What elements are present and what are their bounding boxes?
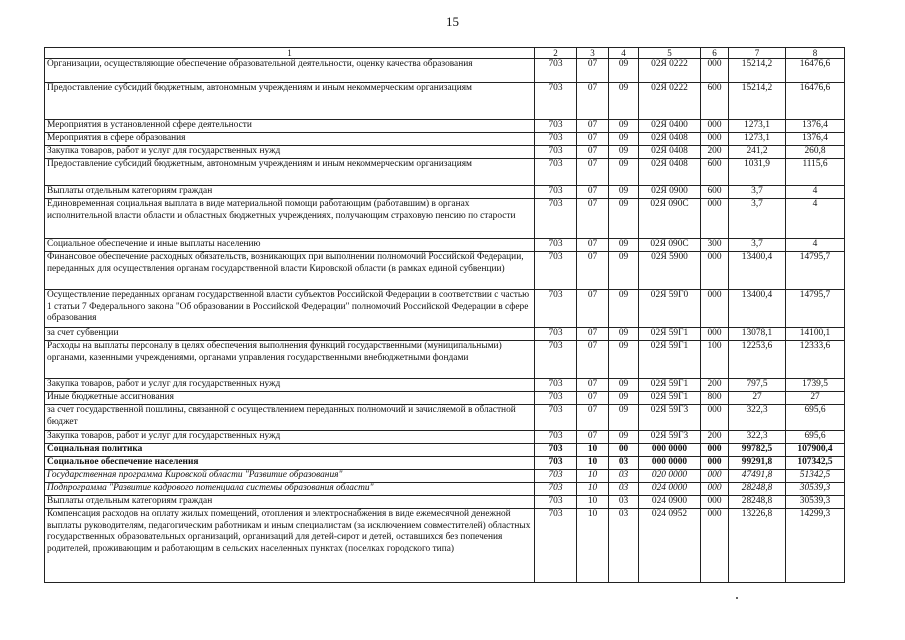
target-article-cell: 02Я 0400 [639,120,701,133]
target-article-cell: 000 0000 [639,457,701,470]
chapter-cell: 703 [535,392,577,405]
sum-2016-cell: 13400,4 [729,252,786,290]
header-cell: 7 [729,48,786,59]
chapter-cell: 703 [535,405,577,431]
expense-type-cell: 000 [701,470,729,483]
table-row [45,405,845,431]
table-row [45,457,845,470]
sum-2017-cell: 1376,4 [786,120,845,133]
expense-type-cell: 000 [701,252,729,290]
chapter-cell: 703 [535,341,577,379]
chapter-cell: 703 [535,159,577,186]
sum-2016-cell: 3,7 [729,186,786,199]
subsection-cell: 03 [609,483,639,496]
chapter-cell: 703 [535,83,577,120]
table-row [45,83,845,120]
subsection-cell: 09 [609,431,639,444]
subsection-cell: 09 [609,199,639,239]
table-body [45,59,845,583]
expense-type-cell: 000 [701,328,729,341]
chapter-cell: 703 [535,509,577,583]
expense-type-cell: 100 [701,341,729,379]
subsection-cell: 09 [609,120,639,133]
table-row [45,159,845,186]
table-row [45,146,845,159]
header-cell: 3 [577,48,609,59]
sum-2016-cell: 797,5 [729,379,786,392]
row-name-cell: Единовременная социальная выплата в виде материальной помощи работающим (работавшим) в органах исполнительной власти области и областных бюджетных учреждениях, получающим страховую пенсию по старости [45,199,535,239]
sum-2016-cell: 1273,1 [729,133,786,146]
expense-type-cell: 000 [701,290,729,328]
sum-2017-cell: 14795,7 [786,252,845,290]
table-row [45,59,845,83]
target-article-cell: 02Я 59Г1 [639,341,701,379]
budget-table [44,47,845,583]
section-cell: 07 [577,133,609,146]
sum-2016-cell: 15214,2 [729,83,786,120]
sum-2016-cell: 15214,2 [729,59,786,83]
subsection-cell: 09 [609,341,639,379]
sum-2017-cell: 14795,7 [786,290,845,328]
chapter-cell: 703 [535,328,577,341]
expense-type-cell: 000 [701,120,729,133]
sum-2016-cell: 1273,1 [729,120,786,133]
subsection-cell: 03 [609,496,639,509]
sum-2017-cell: 4 [786,239,845,252]
expense-type-cell: 300 [701,239,729,252]
subsection-cell: 09 [609,405,639,431]
section-cell: 07 [577,328,609,341]
sum-2016-cell: 322,3 [729,431,786,444]
subsection-cell: 09 [609,146,639,159]
target-article-cell: 02Я 59Г1 [639,392,701,405]
sum-2017-cell: 1115,6 [786,159,845,186]
row-name-cell: Предоставление субсидий бюджетным, автономным учреждениям и иным некоммерческим организациям [45,83,535,120]
section-cell: 07 [577,431,609,444]
section-cell: 10 [577,457,609,470]
subsection-cell: 09 [609,252,639,290]
row-name-cell: Предоставление субсидий бюджетным, автономным учреждениям и иным некоммерческим организациям [45,159,535,186]
table-row [45,199,845,239]
sum-2017-cell: 695,6 [786,431,845,444]
table-row [45,431,845,444]
target-article-cell: 02Я 59Г3 [639,431,701,444]
sum-2016-cell: 3,7 [729,239,786,252]
section-cell: 07 [577,59,609,83]
sum-2017-cell: 27 [786,392,845,405]
expense-type-cell: 600 [701,159,729,186]
row-name-cell: Компенсация расходов на оплату жилых помещений, отопления и электроснабжения в виде ежемесячной денежной выплаты руководителям, педагогическим работникам и иным специалистам (за исключением совместителей) областных государственных образовательных организаций, организаций для детей-сирот и детей, оставшихся без попечения родителей, проживающим и работающим в сельских населенных пунктах (поселках городского типа) [45,509,535,583]
chapter-cell: 703 [535,59,577,83]
target-article-cell: 02Я 0222 [639,59,701,83]
target-article-cell: 02Я 5900 [639,252,701,290]
row-name-cell: Финансовое обеспечение расходных обязательств, возникающих при выполнении полномочий Российской Федерации, переданных для осуществления органам государственной власти Кировской области (в рамках единой субвенции) [45,252,535,290]
section-cell: 10 [577,509,609,583]
row-name-cell: Мероприятия в сфере образования [45,133,535,146]
row-name-cell: Социальная политика [45,444,535,457]
row-name-cell: Государственная программа Кировской области "Развитие образования" [45,470,535,483]
subsection-cell: 09 [609,328,639,341]
table-row [45,509,845,583]
chapter-cell: 703 [535,239,577,252]
header-cell: 4 [609,48,639,59]
row-name-cell: Мероприятия в установленной сфере деятельности [45,120,535,133]
expense-type-cell: 000 [701,496,729,509]
sum-2017-cell: 107900,4 [786,444,845,457]
target-article-cell: 02Я 0408 [639,159,701,186]
section-cell: 07 [577,83,609,120]
subsection-cell: 03 [609,470,639,483]
expense-type-cell: 200 [701,431,729,444]
row-name-cell: Организации, осуществляющие обеспечение образовательной деятельности, оценку качества образования [45,59,535,83]
section-cell: 07 [577,159,609,186]
subsection-cell: 09 [609,290,639,328]
sum-2017-cell: 14100,1 [786,328,845,341]
chapter-cell: 703 [535,146,577,159]
expense-type-cell: 000 [701,444,729,457]
table-row [45,290,845,328]
row-name-cell: за счет государственной пошлины, связанной с осуществлением переданных полномочий и зачисляемой в областной бюджет [45,405,535,431]
chapter-cell: 703 [535,290,577,328]
sum-2016-cell: 241,2 [729,146,786,159]
subsection-cell: 09 [609,392,639,405]
chapter-cell: 703 [535,133,577,146]
section-cell: 07 [577,290,609,328]
sum-2017-cell: 16476,6 [786,59,845,83]
expense-type-cell: 000 [701,457,729,470]
target-article-cell: 024 0000 [639,483,701,496]
expense-type-cell: 000 [701,483,729,496]
row-name-cell: Закупка товаров, работ и услуг для государственных нужд [45,146,535,159]
table-row [45,496,845,509]
table-row [45,186,845,199]
sum-2016-cell: 99291,8 [729,457,786,470]
row-name-cell: Закупка товаров, работ и услуг для государственных нужд [45,431,535,444]
subsection-cell: 00 [609,444,639,457]
section-cell: 07 [577,379,609,392]
subsection-cell: 09 [609,83,639,120]
chapter-cell: 703 [535,120,577,133]
row-name-cell: Социальное обеспечение и иные выплаты населению [45,239,535,252]
sum-2017-cell: 51342,5 [786,470,845,483]
subsection-cell: 09 [609,159,639,186]
table-row [45,483,845,496]
target-article-cell: 02Я 0222 [639,83,701,120]
section-cell: 07 [577,146,609,159]
target-article-cell: 02Я 090С [639,199,701,239]
target-article-cell: 024 0900 [639,496,701,509]
expense-type-cell: 000 [701,133,729,146]
row-name-cell: Иные бюджетные ассигнования [45,392,535,405]
target-article-cell: 02Я 59Г0 [639,290,701,328]
subsection-cell: 03 [609,457,639,470]
page-number: 15 [446,14,459,29]
section-cell: 07 [577,252,609,290]
sum-2016-cell: 13400,4 [729,290,786,328]
section-cell: 07 [577,186,609,199]
subsection-cell: 09 [609,59,639,83]
sum-2017-cell: 260,8 [786,146,845,159]
target-article-cell: 02Я 59Г3 [639,405,701,431]
row-name-cell: за счет субвенции [45,328,535,341]
section-cell: 07 [577,120,609,133]
sum-2017-cell: 4 [786,186,845,199]
target-article-cell: 02Я 59Г1 [639,379,701,392]
section-cell: 07 [577,199,609,239]
section-cell: 10 [577,483,609,496]
row-name-cell: Подпрограмма "Развитие кадрового потенциала системы образования области" [45,483,535,496]
sum-2016-cell: 13078,1 [729,328,786,341]
expense-type-cell: 000 [701,405,729,431]
expense-type-cell: 600 [701,83,729,120]
sum-2016-cell: 12253,6 [729,341,786,379]
target-article-cell: 000 0000 [639,444,701,457]
sum-2016-cell: 28248,8 [729,483,786,496]
section-cell: 10 [577,470,609,483]
chapter-cell: 703 [535,470,577,483]
row-name-cell: Расходы на выплаты персоналу в целях обеспечения выполнения функций государственными (муниципальными) органами, казенными учреждениями, органами управления государственными внебюджетными фондами [45,341,535,379]
table-row [45,392,845,405]
table-row [45,133,845,146]
sum-2016-cell: 322,3 [729,405,786,431]
sum-2017-cell: 16476,6 [786,83,845,120]
chapter-cell: 703 [535,444,577,457]
expense-type-cell: 600 [701,186,729,199]
table-row [45,444,845,457]
expense-type-cell: 800 [701,392,729,405]
section-cell: 07 [577,405,609,431]
row-name-cell: Социальное обеспечение населения [45,457,535,470]
subsection-cell: 09 [609,239,639,252]
table-row [45,239,845,252]
expense-type-cell: 000 [701,59,729,83]
sum-2017-cell: 14299,3 [786,509,845,583]
target-article-cell: 02Я 0408 [639,133,701,146]
table-row [45,470,845,483]
row-name-cell: Выплаты отдельным категориям граждан [45,186,535,199]
sum-2016-cell: 99782,5 [729,444,786,457]
sum-2017-cell: 695,6 [786,405,845,431]
chapter-cell: 703 [535,252,577,290]
sum-2016-cell: 27 [729,392,786,405]
sum-2016-cell: 13226,8 [729,509,786,583]
chapter-cell: 703 [535,483,577,496]
section-cell: 07 [577,341,609,379]
header-cell: 6 [701,48,729,59]
target-article-cell: 02Я 59Г1 [639,328,701,341]
chapter-cell: 703 [535,186,577,199]
section-cell: 10 [577,496,609,509]
table-row [45,341,845,379]
header-cell: 2 [535,48,577,59]
sum-2017-cell: 30539,3 [786,496,845,509]
sum-2017-cell: 4 [786,199,845,239]
table-row [45,379,845,392]
expense-type-cell: 000 [701,509,729,583]
row-name-cell: Выплаты отдельным категориям граждан [45,496,535,509]
sum-2016-cell: 28248,8 [729,496,786,509]
expense-type-cell: 200 [701,379,729,392]
section-cell: 10 [577,444,609,457]
target-article-cell: 02Я 0408 [639,146,701,159]
section-cell: 07 [577,239,609,252]
chapter-cell: 703 [535,496,577,509]
sum-2017-cell: 1739,5 [786,379,845,392]
chapter-cell: 703 [535,199,577,239]
sum-2016-cell: 1031,9 [729,159,786,186]
target-article-cell: 02Я 090С [639,239,701,252]
table-row [45,252,845,290]
row-name-cell: Закупка товаров, работ и услуг для государственных нужд [45,379,535,392]
subsection-cell: 09 [609,133,639,146]
chapter-cell: 703 [535,457,577,470]
sum-2017-cell: 1376,4 [786,133,845,146]
subsection-cell: 03 [609,509,639,583]
chapter-cell: 703 [535,431,577,444]
chapter-cell: 703 [535,379,577,392]
target-article-cell: 02Я 0900 [639,186,701,199]
header-cell: 8 [786,48,845,59]
table-row [45,120,845,133]
header-row [45,48,845,59]
target-article-cell: 020 0000 [639,470,701,483]
header-cell: 5 [639,48,701,59]
sum-2016-cell: 47491,8 [729,470,786,483]
subsection-cell: 09 [609,379,639,392]
stray-mark [736,597,738,599]
subsection-cell: 09 [609,186,639,199]
sum-2017-cell: 107342,5 [786,457,845,470]
section-cell: 07 [577,392,609,405]
sum-2016-cell: 3,7 [729,199,786,239]
expense-type-cell: 200 [701,146,729,159]
row-name-cell: Осуществление переданных органам государственной власти субъектов Российской Федерации в соответствии с частью 1 статьи 7 Федерального закона "Об образовании в Российской Федерации" полномочий Российской Федерации в сфере образования [45,290,535,328]
sum-2017-cell: 12333,6 [786,341,845,379]
header-cell: 1 [45,48,535,59]
target-article-cell: 024 0952 [639,509,701,583]
table-row [45,328,845,341]
expense-type-cell: 000 [701,199,729,239]
sum-2017-cell: 30539,3 [786,483,845,496]
